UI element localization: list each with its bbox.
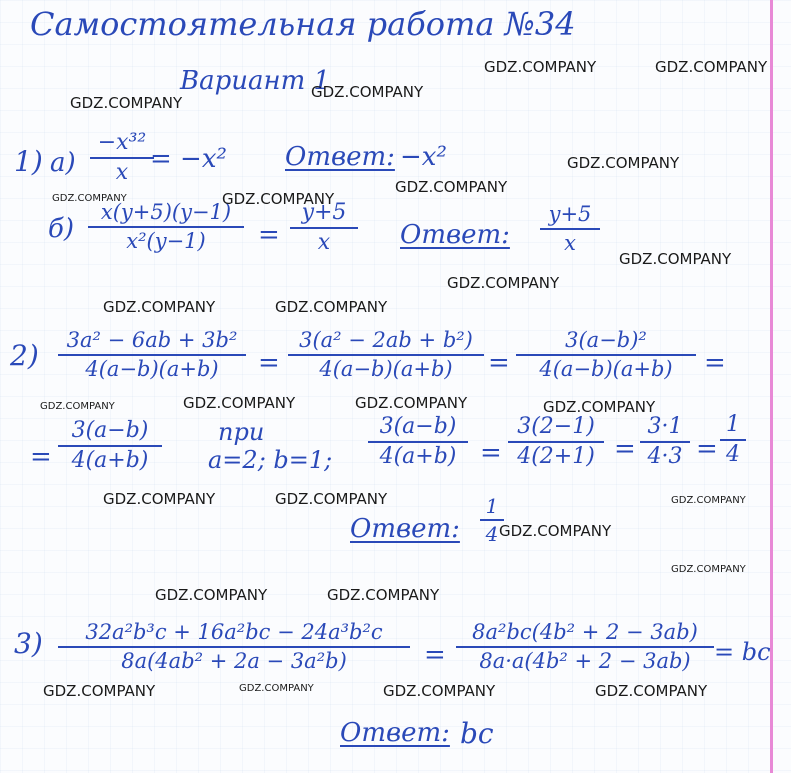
- fraction-denominator: x: [564, 231, 576, 255]
- variant-label: Вариант 1: [180, 66, 331, 96]
- watermark: GDZ.COMPANY: [619, 250, 732, 268]
- watermark: GDZ.COMPANY: [222, 190, 335, 208]
- equals-sign: =: [614, 434, 636, 464]
- fraction-numerator: 3(2−1): [517, 414, 595, 439]
- fraction-bar: [540, 228, 600, 230]
- watermark: GDZ.COMPANY: [447, 274, 560, 292]
- fraction-denominator: 4·3: [647, 444, 683, 469]
- problem-3-fraction-2: [456, 622, 714, 672]
- condition-word: при: [218, 418, 265, 446]
- fraction-numerator: 3(a² − 2ab + b²): [299, 328, 473, 352]
- fraction-denominator: 4: [485, 522, 499, 546]
- fraction-numerator: 3(a−b)²: [565, 328, 647, 352]
- problem-2-fraction-4: [58, 420, 162, 472]
- fraction-bar: [508, 441, 604, 443]
- watermark: GDZ.COMPANY: [327, 586, 440, 604]
- fraction-bar: [368, 441, 468, 443]
- watermark: GDZ.COMPANY: [543, 398, 656, 416]
- fraction-denominator: 4(2+1): [517, 444, 595, 469]
- problem-1b-label: б): [48, 214, 75, 244]
- equals-sign: =: [30, 442, 52, 472]
- equals-sign: =: [696, 434, 718, 464]
- problem-1-number: 1): [14, 145, 43, 178]
- problem-2-fraction-8: [720, 414, 746, 466]
- problem-3-result: = bc: [714, 638, 771, 666]
- watermark: GDZ.COMPANY: [355, 394, 468, 412]
- answer-label-1a: Ответ:: [285, 142, 395, 172]
- fraction-numerator: 1: [726, 412, 740, 437]
- problem-1a-fraction: [90, 132, 154, 184]
- problem-2-number: 2): [10, 339, 39, 372]
- fraction-bar: [516, 354, 696, 356]
- watermark: GDZ.COMPANY: [383, 682, 496, 700]
- watermark: GDZ.COMPANY: [671, 564, 746, 575]
- watermark: GDZ.COMPANY: [40, 401, 115, 412]
- fraction-denominator: 4(a−b)(a+b): [539, 357, 673, 381]
- fraction-numerator: 8a²bc(4b² + 2 − 3ab): [472, 620, 698, 644]
- fraction-numerator: −x³²: [97, 130, 147, 155]
- fraction-denominator: 4(a−b)(a+b): [85, 357, 219, 381]
- fraction-bar: [58, 354, 246, 356]
- watermark: GDZ.COMPANY: [103, 298, 216, 316]
- equals-sign: =: [704, 348, 726, 378]
- watermark: GDZ.COMPANY: [275, 490, 388, 508]
- problem-2-fraction-1: [58, 330, 246, 380]
- fraction-bar: [640, 441, 690, 443]
- fraction-bar: [58, 445, 162, 447]
- problem-1a-label: а): [50, 148, 76, 178]
- fraction-denominator: 8a·a(4b² + 2 − 3ab): [479, 649, 691, 673]
- equals-sign: =: [480, 438, 502, 468]
- problem-2-fraction-7: [640, 416, 690, 468]
- equals-sign: =: [424, 640, 446, 670]
- watermark: GDZ.COMPANY: [239, 683, 314, 694]
- watermark: GDZ.COMPANY: [567, 154, 680, 172]
- fraction-denominator: x²(y−1): [126, 229, 206, 253]
- problem-3-fraction-1: [58, 622, 410, 672]
- watermark: GDZ.COMPANY: [655, 58, 768, 76]
- fraction-numerator: x(y+5)(y−1): [100, 200, 232, 224]
- fraction-numerator: y+5: [548, 202, 592, 226]
- fraction-denominator: 4: [726, 442, 740, 467]
- watermark: GDZ.COMPANY: [671, 495, 746, 506]
- fraction-denominator: x: [317, 230, 331, 255]
- watermark: GDZ.COMPANY: [52, 193, 127, 204]
- problem-1a-result: = −x²: [150, 144, 227, 174]
- watermark: GDZ.COMPANY: [70, 94, 183, 112]
- answer-3-value: bc: [460, 717, 494, 750]
- fraction-bar: [88, 226, 244, 228]
- watermark: GDZ.COMPANY: [395, 178, 508, 196]
- condition-values: a=2; b=1;: [208, 446, 333, 474]
- fraction-bar: [288, 354, 484, 356]
- fraction-numerator: y+5: [301, 200, 347, 225]
- fraction-numerator: 3a² − 6ab + 3b²: [66, 328, 238, 352]
- watermark: GDZ.COMPANY: [311, 83, 424, 101]
- fraction-denominator: 4(a+b): [379, 444, 457, 469]
- fraction-bar: [90, 157, 154, 159]
- fraction-denominator: 4(a+b): [71, 448, 149, 473]
- fraction-denominator: x: [115, 160, 129, 185]
- fraction-numerator: 1: [485, 494, 499, 518]
- problem-1b-equals: =: [258, 220, 280, 250]
- answer-label-1b: Ответ:: [400, 220, 510, 250]
- answer-1b-fraction: [540, 204, 600, 254]
- fraction-bar: [480, 519, 504, 521]
- fraction-numerator: 3(a−b): [379, 414, 457, 439]
- watermark: GDZ.COMPANY: [155, 586, 268, 604]
- page-title: Самостоятельная работа №34: [30, 5, 576, 43]
- answer-1a-value: −x²: [400, 142, 447, 172]
- problem-2-fraction-2: [288, 330, 484, 380]
- fraction-numerator: 32a²b³c + 16a²bc − 24a³b²c: [85, 620, 383, 644]
- problem-1b-fraction: [88, 202, 244, 252]
- answer-label-2: Ответ:: [350, 514, 460, 544]
- fraction-denominator: 4(a−b)(a+b): [319, 357, 453, 381]
- watermark: GDZ.COMPANY: [103, 490, 216, 508]
- problem-2-fraction-6: [508, 416, 604, 468]
- equals-sign: =: [258, 348, 280, 378]
- watermark: GDZ.COMPANY: [43, 682, 156, 700]
- problem-2-fraction-5: [368, 416, 468, 468]
- answer-label-3: Ответ:: [340, 718, 450, 748]
- problem-3-number: 3): [14, 627, 43, 660]
- fraction-bar: [456, 646, 714, 648]
- fraction-numerator: 3(a−b): [71, 418, 149, 443]
- equals-sign: =: [488, 348, 510, 378]
- fraction-bar: [720, 439, 746, 441]
- watermark: GDZ.COMPANY: [499, 522, 612, 540]
- fraction-bar: [290, 227, 358, 229]
- watermark: GDZ.COMPANY: [183, 394, 296, 412]
- problem-1b-result: [290, 202, 358, 254]
- watermark: GDZ.COMPANY: [595, 682, 708, 700]
- watermark: GDZ.COMPANY: [484, 58, 597, 76]
- fraction-numerator: 3·1: [647, 414, 683, 439]
- fraction-denominator: 8a(4ab² + 2a − 3a²b): [121, 649, 347, 673]
- problem-2-fraction-3: [516, 330, 696, 380]
- watermark: GDZ.COMPANY: [275, 298, 388, 316]
- fraction-bar: [58, 646, 410, 648]
